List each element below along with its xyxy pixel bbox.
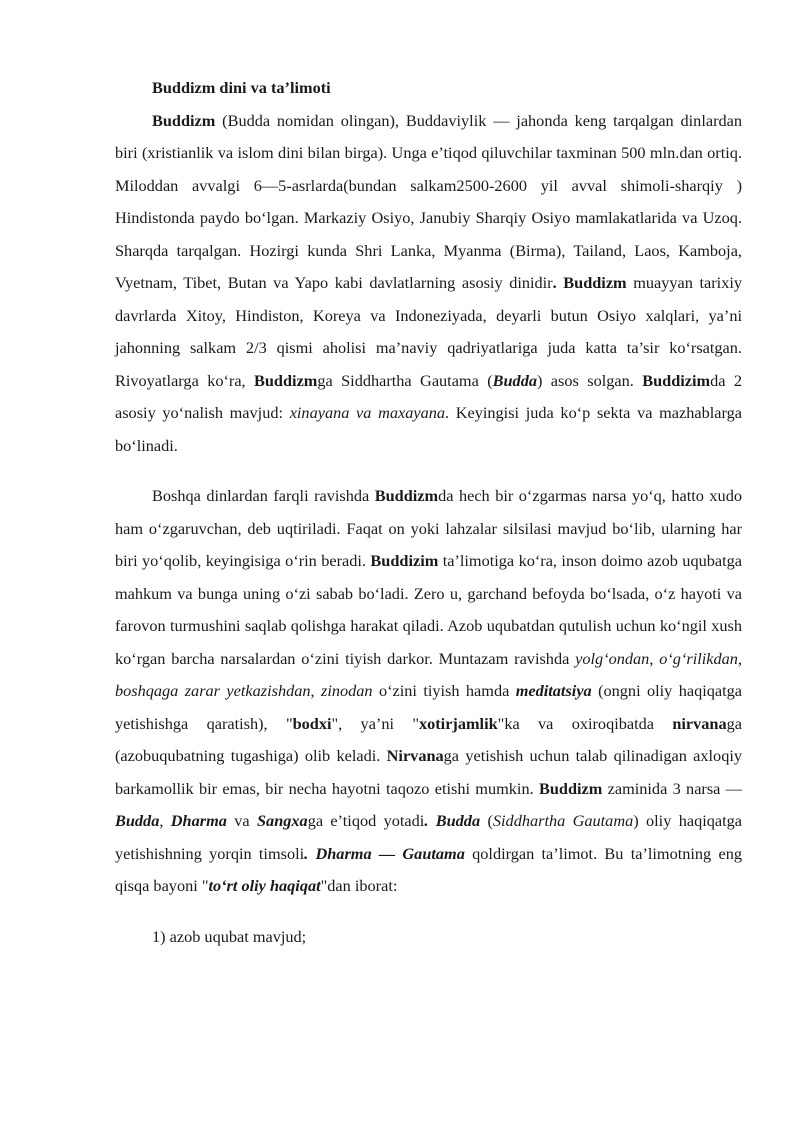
emphasis-text: . Dharma — Gautama [304, 843, 465, 863]
body-text: ) oliy haqiqatga yetishishning yorqin timsoli [115, 811, 743, 863]
body-text: zaminida 3 narsa — [602, 778, 742, 798]
body-text: ga (azobuqubatning tugashiga) olib keladi. [115, 713, 742, 765]
emphasis-text: Siddhartha Gautama [492, 811, 634, 830]
emphasis-text: . Budda [424, 811, 481, 830]
body-text: qoldirgan ta’limot. Bu ta’limotning eng qisqa bayoni " [115, 843, 742, 895]
emphasis-text: Nirvana [386, 746, 444, 765]
emphasis-text: Buddizm [538, 778, 603, 798]
paragraph-intro [115, 105, 742, 463]
body-text: ga e’tiqod yotadi [307, 811, 425, 830]
emphasis-text: xotirjamlik [418, 713, 498, 733]
emphasis-text: toʻrt oliy haqiqat [208, 876, 321, 895]
emphasis-text: Budda [115, 811, 160, 830]
emphasis-text: meditatsiya [515, 681, 592, 700]
body-text: , [310, 681, 321, 700]
body-text: ", ya’ni " [331, 713, 419, 733]
emphasis-text: Budda [492, 370, 537, 390]
emphasis-text: bodxi [292, 713, 332, 733]
emphasis-text: Buddizm [374, 486, 439, 505]
emphasis-text: oʻgʻrilikdan [659, 648, 738, 668]
body-text: , [649, 648, 660, 668]
emphasis-text: . Buddizm [552, 273, 627, 292]
body-text: , [737, 648, 743, 668]
body-text: da hech bir oʻzgarmas narsa yoʻq, hatto xudo ham oʻzgaruvchan, deb uqtiriladi. Faqat on yoki lahzalar silsilasi mavjud boʻlib, ularning har biri yoʻqolib, keyingisiga oʻrin beradi. [115, 486, 742, 570]
body-text: "dan iborat: [320, 876, 398, 895]
emphasis-text: Buddizm [152, 110, 216, 130]
body-text: ) asos solgan. [536, 370, 643, 390]
body-text: Boshqa dinlardan farqli ravishda [152, 486, 375, 505]
body-text: (Budda nomidan olingan), Buddaviylik — jahonda keng tarqalgan dinlardan biri (xristianlik va islom dini bilan birga). Unga e’tiqod qiluvchilar taxminan 500 mln.dan ortiq. Miloddan avvalgi 6—5-asrlarda(bundan salkam2500-2600 yil avval shimoli-sharqiy ) Hindistonda paydo boʻlgan. Markaziy Osiyo, Janubiy Sharqiy Osiyo mamlakatlarida va Uzoq. Sharqda tarqalgan. Hozirgi kunda Shri Lanka, Myanma (Birma), Tailand, Laos, Kamboja, Vyetnam, Tibet, Butan va Yapo kabi davlatlarning asosiy dinidir [115, 110, 742, 292]
paragraph-teachings [115, 480, 742, 903]
document-page [115, 72, 742, 953]
body-text: oʻzini tiyish hamda [372, 681, 516, 700]
emphasis-text: zinodan [320, 681, 373, 700]
body-text: va [226, 811, 257, 830]
body-text: "ka va oxiroqibatda [497, 713, 673, 733]
body-text: ta’limotiga koʻra, inson doimo azob uqubatga mahkum va bunga uning oʻzi sabab boʻladi. Zero u, garchand befoyda boʻlsada, oʻz hayoti va farovon turmushini saqlab qolishga harakat qiladi. Azob uqubatdan qutulish uchun koʻngil xush koʻrgan barcha narsalardan oʻzini tiyish darkor. Muntazam ravishda [115, 551, 742, 668]
body-text: . Keyingisi juda koʻp sekta va mazhablarga boʻlinadi. [115, 403, 742, 455]
emphasis-text: yolgʻondan [575, 648, 650, 668]
body-text: da 2 asosiy yoʻnalish mavjud: [115, 370, 742, 422]
emphasis-text: Dharma [170, 811, 227, 830]
body-text: (ongni oliy haqiqatga yetishishga qaratish), " [115, 681, 743, 733]
body-text: ga Siddhartha Gautama ( [317, 370, 493, 390]
body-text: muayyan tarixiy davrlarda Xitoy, Hindiston, Koreya va Indoneziyada, deyarli butun Osiyo xalqlari, ya’ni jahonning salkam 2/3 qismi aholisi ma’naviy qadriyatlariga juda katta ta’sir koʻrsatgan. Rivoyatlarga koʻra, [115, 273, 742, 390]
paragraph-spacer [115, 462, 742, 480]
emphasis-text: nirvana [672, 713, 727, 733]
body-text: , [159, 811, 171, 830]
emphasis-text: Buddizim [642, 370, 711, 390]
body-text: ga yetishish uchun talab qilinadigan axloqiy barkamollik bir emas, bir necha hayotni taqozo etishi mumkin. [115, 746, 742, 798]
emphasis-text: Sangxa [257, 811, 308, 830]
list-item: 1) azob uqubat mavjud; [152, 926, 307, 946]
section-title: Buddizm dini va ta’limoti [152, 78, 331, 97]
emphasis-text: Buddizim [370, 551, 439, 570]
emphasis-text: boshqaga zarar yetkazishdan [115, 681, 311, 700]
paragraph-spacer [115, 903, 742, 921]
body-text: ( [480, 811, 493, 830]
emphasis-text: xinayana va maxayana [289, 403, 445, 422]
emphasis-text: Buddizm [254, 370, 318, 390]
